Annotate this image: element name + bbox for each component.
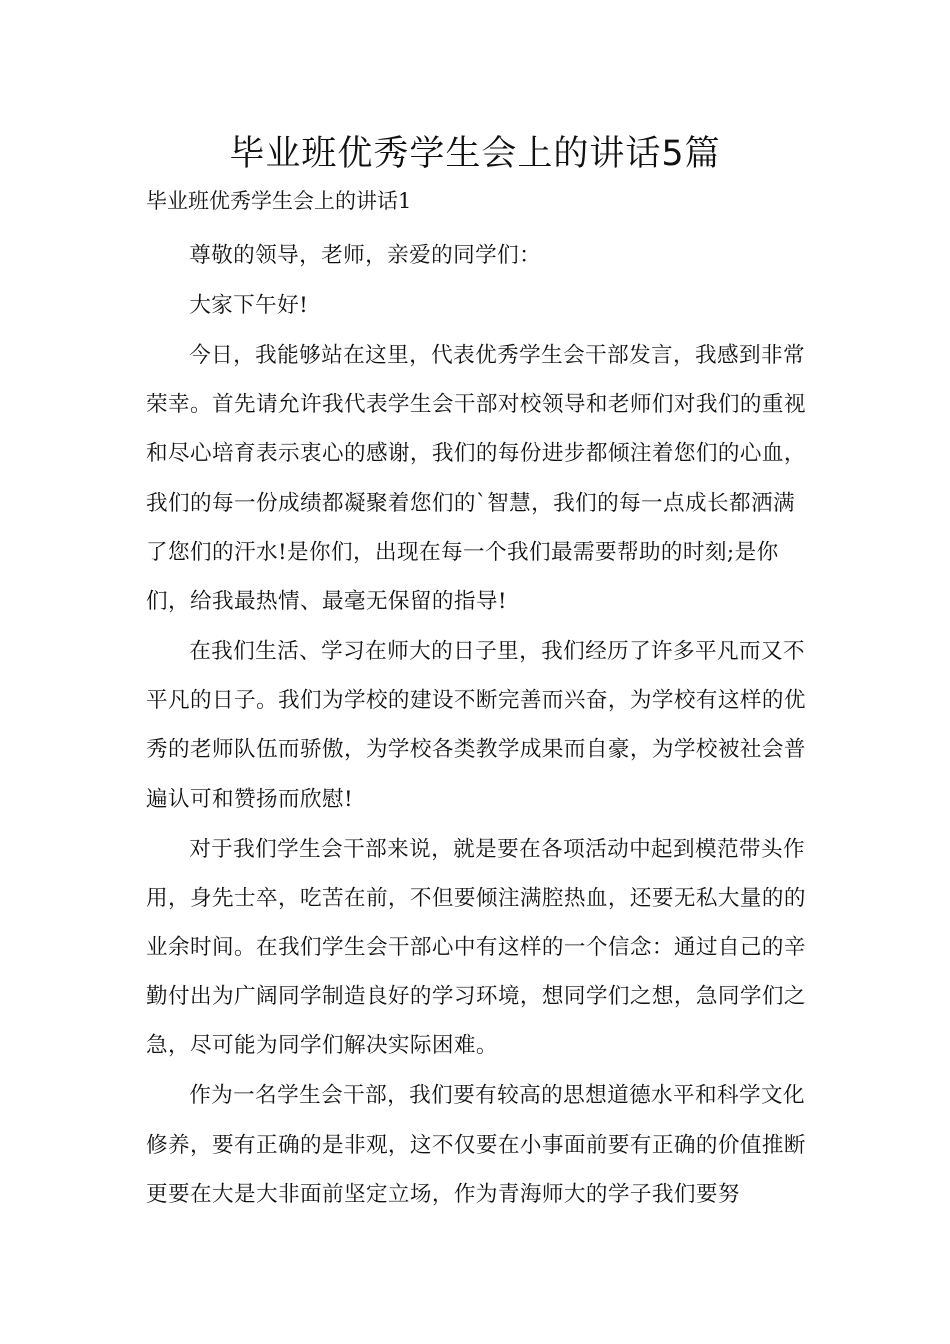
section-heading: 毕业班优秀学生会上的讲话1 [146,189,412,213]
paragraph-2: 在我们生活、学习在师大的日子里，我们经历了许多平凡而又不平凡的日子。我们为学校的建设不断完善而兴奋，为学校有这样的优秀的老师队伍而骄傲，为学校各类教学成果而自豪，为学校被社会普遍认可和赞扬而欣慰! [146,639,806,812]
paragraph-3: 对于我们学生会干部来说，就是要在各项活动中起到模范带头作用，身先士卒，吃苦在前，不但要倾注满腔热血，还要无私大量的的业余时间。在我们学生会干部心中有这样的一个信念：通过自己的辛勤付出为广阔同学制造良好的学习环境，想同学们之想，急同学们之急，尽可能为同学们解决实际困难。 [146,836,806,1059]
document-title: 毕业班优秀学生会上的讲话5篇 [229,134,721,174]
paragraph-greeting: 尊敬的领导，老师，亲爱的同学们： [189,243,542,268]
paragraph-salutation: 大家下午好! [189,293,309,318]
paragraph-1: 今日，我能够站在这里，代表优秀学生会干部发言，我感到非常荣幸。首先请允许我代表学生会干部对校领导和老师们对我们的重视和尽心培育表示衷心的感谢，我们的每份进步都倾注着您们的心血，我们的每一份成绩都凝聚着您们的`智慧，我们的每一点成长都洒满了您们的汗水!是你们，出现在每一个我们最需要帮助的时刻;是你们，给我最热情、最毫无保留的指导! [146,343,806,615]
paragraph-4: 作为一名学生会干部，我们要有较高的思想道德水平和科学文化修养，要有正确的是非观，这不仅要在小事面前要有正确的价值推断更要在大是大非面前坚定立场，作为青海师大的学子我们要努 [146,1083,806,1207]
document-body [146,231,810,1219]
